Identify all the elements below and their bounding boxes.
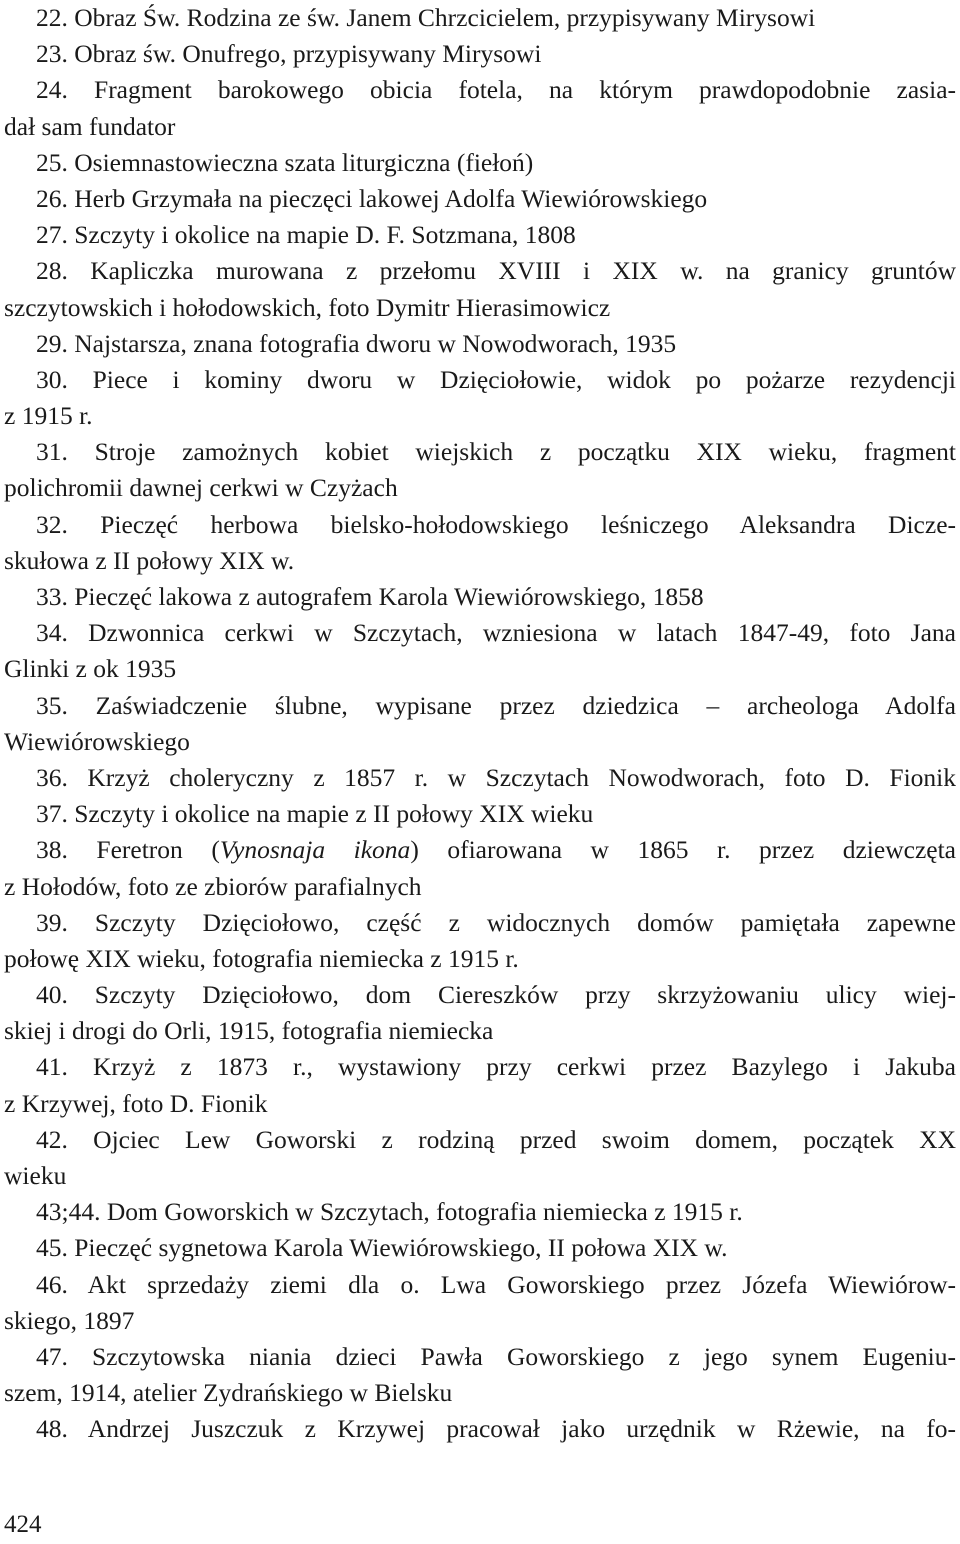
caption-item-continuation: z 1915 r. xyxy=(4,401,93,431)
caption-item-start: 35. Zaświadczenie ślubne, wypisane przez dziedzica – archeologa Adolfa xyxy=(36,690,956,720)
caption-item-start: 24. Fragment barokowego obicia fotela, na którym prawdopodobnie zasia- xyxy=(36,75,956,105)
caption-italic-title: Vynosnaja ikona xyxy=(219,835,411,865)
page-number: 424 xyxy=(4,1511,42,1538)
caption-item-start: 22. Obraz Św. Rodzina ze św. Janem Chrzcicielem, przypisywany Mirysowi xyxy=(36,3,816,32)
caption-item-continuation: szem, 1914, atelier Zydrańskiego w Bielsku xyxy=(4,1378,453,1408)
caption-item-start: 42. Ojciec Lew Goworski z rodziną przed swoim domem, początek XX xyxy=(36,1124,956,1154)
caption-item-start: 39. Szczyty Dzięciołowo, część z widocznych domów pamiętała zapewne xyxy=(36,907,956,937)
caption-item-start: 41. Krzyż z 1873 r., wystawiony przy cerkwi przez Bazylego i Jakuba xyxy=(36,1052,956,1082)
caption-item-start: 28. Kapliczka murowana z przełomu XVIII i XIX w. na granicy gruntów xyxy=(36,256,956,286)
caption-item-start: 30. Piece i kominy dworu w Dzięciołowie, widok po pożarze rezydencji xyxy=(36,364,956,394)
caption-item-start: 34. Dzwonnica cerkwi w Szczytach, wzniesiona w latach 1847-49, foto Jana xyxy=(36,618,956,648)
caption-item-continuation: Glinki z ok 1935 xyxy=(4,654,177,684)
caption-list xyxy=(4,0,956,1448)
caption-item-start: 40. Szczyty Dzięciołowo, dom Ciereszków przy skrzyżowaniu ulicy wiej- xyxy=(36,980,956,1010)
caption-item-continuation: skiej i drogi do Orli, 1915, fotografia niemiecka xyxy=(4,1016,494,1046)
caption-item-start: 48. Andrzej Juszczuk z Krzywej pracował jako urzędnik w Rżewie, na fo- xyxy=(36,1414,956,1444)
caption-item-continuation: z Hołodów, foto ze zbiorów parafialnych xyxy=(4,871,422,901)
caption-item-start: 46. Akt sprzedaży ziemi dla o. Lwa Goworskiego przez Józefa Wiewiórow- xyxy=(36,1269,956,1299)
caption-item-start: 47. Szczytowska niania dzieci Pawła Goworskiego z jego synem Eugeniu- xyxy=(36,1341,956,1371)
caption-item-start: 33. Pieczęć lakowa z autografem Karola Wiewiórowskiego, 1858 xyxy=(36,582,704,611)
caption-item-continuation: wieku xyxy=(4,1161,67,1190)
caption-item-start xyxy=(4,832,956,868)
caption-item-start: 32. Pieczęć herbowa bielsko-hołodowskiego leśniczego Aleksandra Dicze- xyxy=(36,509,956,539)
caption-item-start: 25. Osiemnastowieczna szata liturgiczna (fiełoń) xyxy=(36,147,534,177)
caption-item-start: 29. Najstarsza, znana fotografia dworu w Nowodworach, 1935 xyxy=(36,328,677,358)
caption-item-continuation: polichromii dawnej cerkwi w Czyżach xyxy=(4,473,398,503)
caption-item-continuation: skiego, 1897 xyxy=(4,1305,135,1335)
caption-item-continuation: Wiewiórowskiego xyxy=(4,726,190,756)
caption-item-continuation: połowę XIX wieku, fotografia niemiecka z 1915 r. xyxy=(4,943,519,973)
caption-item-start: 23. Obraz św. Onufrego, przypisywany Mirysowi xyxy=(36,39,542,69)
caption-item-continuation: szczytowskich i hołodowskich, foto Dymitr Hierasimowicz xyxy=(4,292,611,322)
caption-item-continuation: z Krzywej, foto D. Fionik xyxy=(4,1088,268,1118)
caption-text: 38. Feretron ( xyxy=(36,835,220,865)
caption-item-continuation: skułowa z II połowy XIX w. xyxy=(4,545,295,575)
caption-item-start: 36. Krzyż choleryczny z 1857 r. w Szczytach Nowodworach, foto D. Fionik xyxy=(36,762,956,792)
caption-item-start: 27. Szczyty i okolice na mapie D. F. Sotzmana, 1808 xyxy=(36,220,576,250)
caption-text: ) ofiarowana w 1865 r. przez dziewczęta xyxy=(410,835,956,865)
caption-item-start: 45. Pieczęć sygnetowa Karola Wiewiórowskiego, II połowa XIX w. xyxy=(36,1233,728,1263)
caption-item-start: 43;44. Dom Goworskich w Szczytach, fotografia niemiecka z 1915 r. xyxy=(36,1197,743,1227)
caption-item-start: 31. Stroje zamożnych kobiet wiejskich z początku XIX wieku, fragment xyxy=(36,437,956,467)
caption-item-start: 37. Szczyty i okolice na mapie z II połowy XIX wieku xyxy=(36,799,594,829)
caption-item-continuation: dał sam fundator xyxy=(4,111,176,141)
caption-item-start: 26. Herb Grzymała na pieczęci lakowej Adolfa Wiewiórowskiego xyxy=(36,183,708,213)
